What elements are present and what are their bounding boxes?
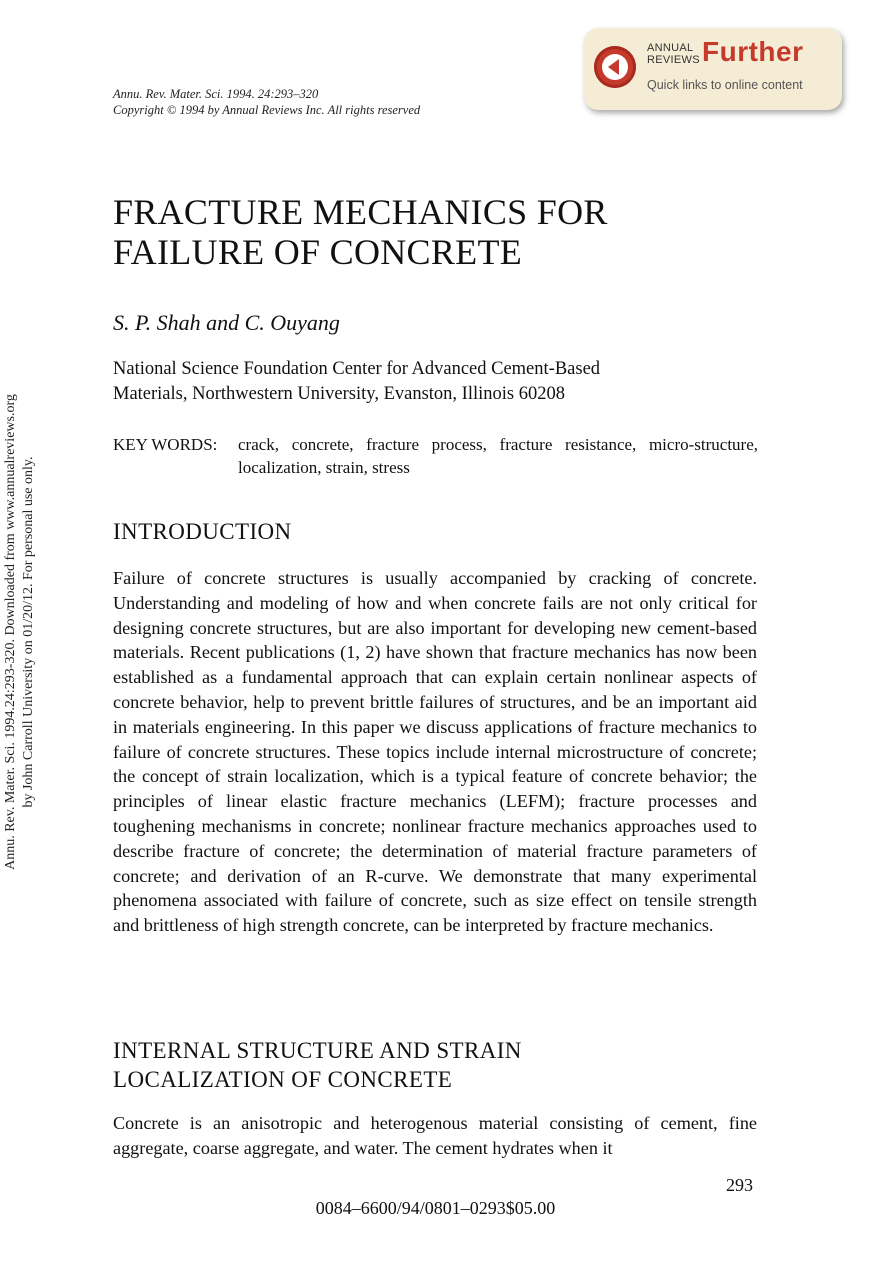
affiliation: National Science Foundation Center for Advanced Cement-Based Materials, Northwestern University, Evanston, Illinois 60208 [113, 359, 601, 404]
article-code: 0084–6600/94/0801–0293$05.00 [315, 1198, 556, 1218]
keywords-label: KEY WORDS: [113, 435, 218, 454]
article-title [113, 192, 813, 272]
copyright-line: Copyright © 1994 by Annual Reviews Inc. All rights reserved [113, 103, 421, 117]
annual-reviews-further-link[interactable] [584, 28, 842, 110]
title-line: FRACTURE MECHANICS FOR [113, 192, 608, 232]
page-number: 293 [726, 1175, 753, 1195]
further-tagline: Quick links to online content [647, 78, 803, 92]
download-notice-line2: by John Carroll University on 01/20/12. For personal use only. [21, 456, 36, 808]
download-notice [2, 342, 50, 922]
further-wordmark: Further [702, 36, 804, 67]
back-arrow-icon [594, 46, 636, 88]
journal-citation [113, 86, 420, 118]
citation-line: Annu. Rev. Mater. Sci. 1994. 24:293–320 [113, 87, 319, 101]
introduction-body: Failure of concrete structures is usually accompanied by cracking of concrete. Understanding and modeling of how and when concrete fails are not only critical for designing concrete structures, but are also important for developing new cement-based materials. Recent publications (1, 2) have shown that fracture mechanics has now been established as a fundamental approach that can explain certain nonlinear aspects of concrete behavior, help to prevent brittle failures of structures, and be an important aid in materials engineering. In this paper we discuss applications of fracture mechanics to failure of concrete structures. These topics include internal microstructure of concrete; the concept of strain localization, which is a typical feature of concrete behavior; the principles of linear elastic fracture mechanics (LEFM); fracture processes and toughening mechanisms in concrete; nonlinear fracture mechanics approaches used to describe fracture of concrete; the determination of material fracture parameters of concrete; and derivation of an R-curve. We demonstrate that many experimental phenomena associated with failure of concrete, such as size effect on tensile strength and brittleness of high strength concrete, can be interpreted by fracture mechanics. [113, 568, 757, 936]
keywords-list: crack, concrete, fracture process, fracture resistance, micro-structure, localization, strain, stress [238, 435, 758, 477]
section-heading-internal-structure: INTERNAL STRUCTURE AND STRAIN LOCALIZATION OF CONCRETE [113, 1038, 522, 1092]
authors: S. P. Shah and C. Ouyang [113, 310, 340, 335]
internal-structure-body: Concrete is an anisotropic and heterogenous material consisting of cement, fine aggregate, coarse aggregate, and water. The cement hydrates when it [113, 1113, 757, 1158]
title-line: FAILURE OF CONCRETE [113, 232, 523, 272]
section-heading-introduction: INTRODUCTION [113, 519, 292, 544]
annual-reviews-wordmark: ANNUAL REVIEWS [647, 42, 700, 66]
download-notice-line1: Annu. Rev. Mater. Sci. 1994.24:293-320. Downloaded from www.annualreviews.org [3, 394, 18, 870]
